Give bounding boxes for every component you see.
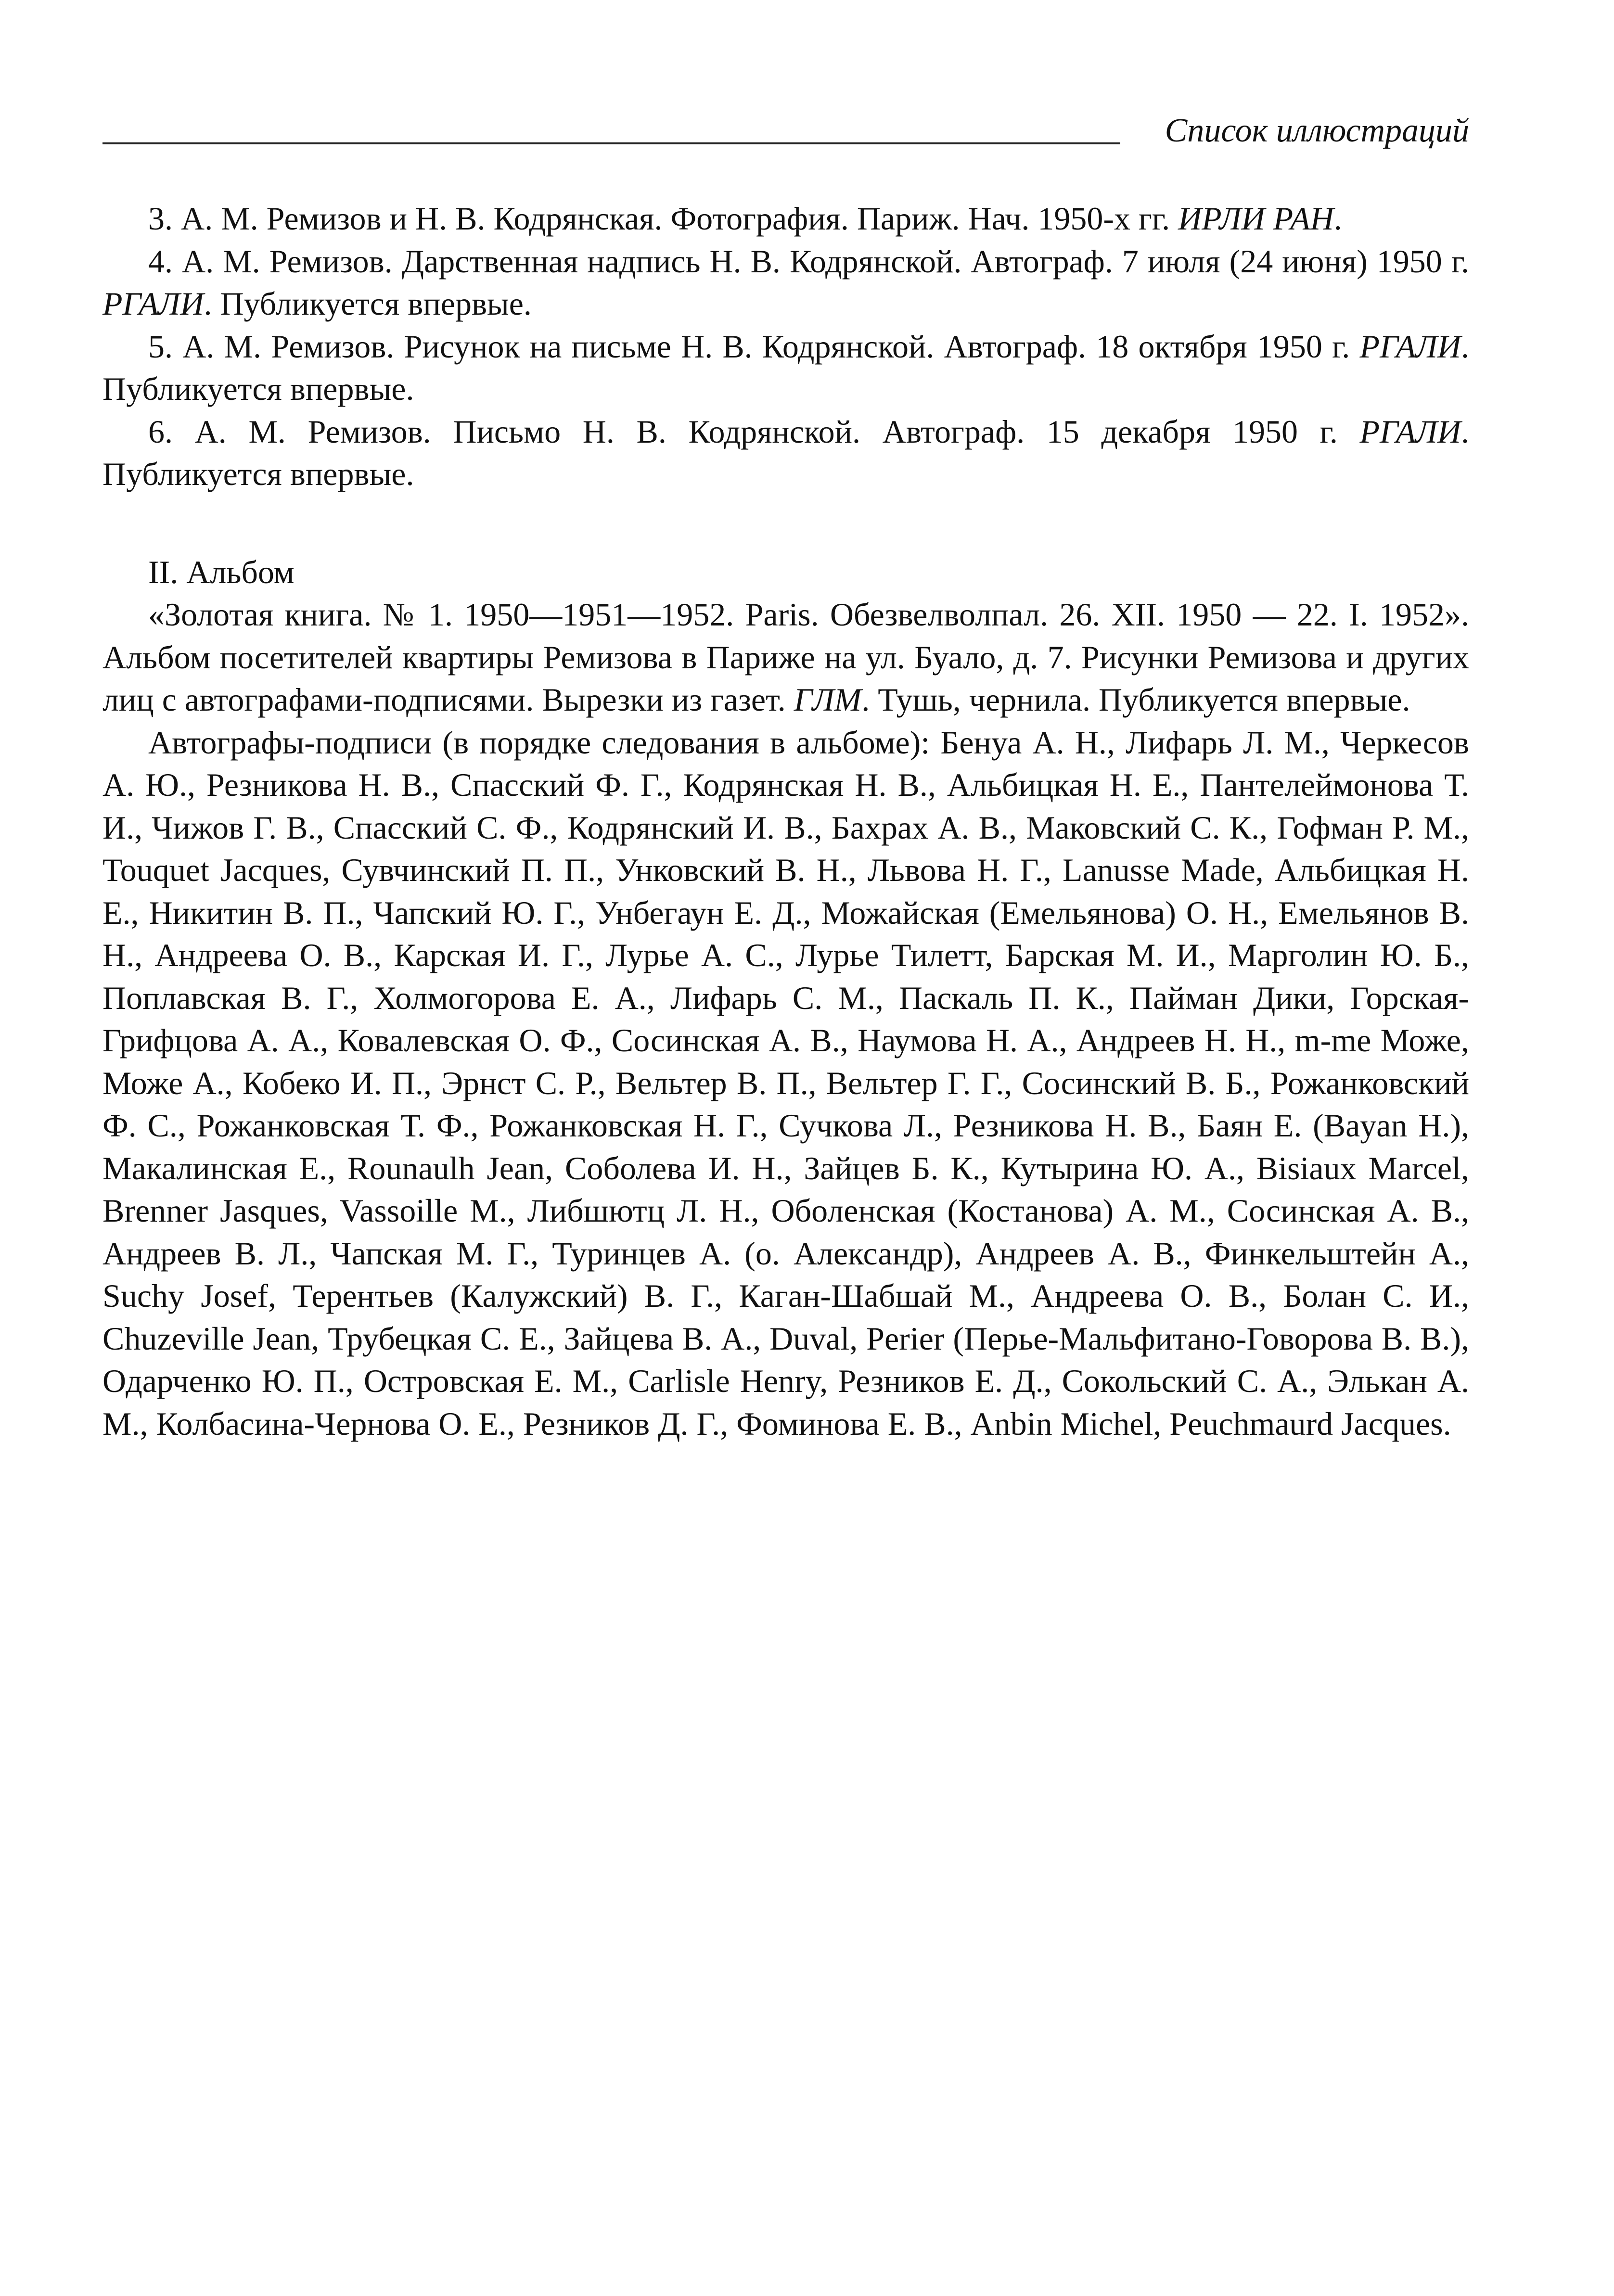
archive-abbreviation: РГАЛИ (1359, 413, 1461, 450)
section-heading: II. Альбом (148, 553, 295, 590)
item-text: 5. А. М. Ремизов. Рисунок на письме Н. В. Кодрянской. Автограф. 18 октября 1950 г. (148, 328, 1350, 365)
list-item (102, 197, 1469, 240)
archive-abbreviation: РГАЛИ (1359, 328, 1461, 365)
item-tail: . (1333, 200, 1342, 237)
running-head (102, 105, 1469, 153)
list-item (102, 240, 1469, 325)
list-item (102, 410, 1469, 496)
header-rule (102, 142, 1120, 144)
item-tail: . Публикуется впервые. (102, 413, 1469, 492)
section-gap (102, 496, 1469, 551)
album-text: «Золотая книга. № 1. 1950—1951—1952. Paris. Обезвелволпал. 26. XII. 1950 — 22. I. 1952». Альбом посетителей квартиры Ремизова в Париже на ул. Буало, д. 7. Рисунки Ремизова и других лиц с автографами-подписями. Вырезки из газет. (102, 596, 1469, 718)
archive-abbreviation: РГАЛИ (102, 285, 204, 322)
album-tail: . Тушь, чернила. Публикуется впервые. (861, 681, 1410, 718)
item-text: 3. А. М. Ремизов и Н. В. Кодрянская. Фотография. Париж. Нач. 1950-х гг. (148, 200, 1170, 237)
item-tail: . Публикуется впервые. (204, 285, 532, 322)
item-text: 6. А. М. Ремизов. Письмо Н. В. Кодрянской. Автограф. 15 декабря 1950 г. (148, 413, 1338, 450)
item-tail: . Публикуется впервые. (102, 328, 1469, 407)
item-text: 4. А. М. Ремизов. Дарственная надпись Н. В. Кодрянской. Автограф. 7 июля (24 июня) 1950 г. (148, 242, 1469, 280)
album-description (102, 593, 1469, 721)
illustration-list (102, 197, 1469, 1445)
archive-abbreviation: ГЛМ (794, 681, 862, 718)
running-title: Список иллюстраций (1165, 112, 1469, 149)
signatures-paragraph: Автографы-подписи (в порядке следования в альбоме): Бенуа А. Н., Лифарь Л. М., Черкесов А. Ю., Резникова Н. В., Спасский Ф. Г., Кодрянская Н. В., Альбицкая Н. Е., Пантелеймонова Т. И., Чижов Г. В., Спасский С. Ф., Кодрянский И. В., Бахрах А. В., Маковский С. К., Гофман Р. М., Touquet Jacques, Сувчинский П. П., Унковский В. Н., Львова Н. Г., Lanusse Made, Альбицкая Н. Е., Никитин В. П., Чапский Ю. Г., Унбегаун Е. Д., Можайская (Емельянова) О. Н., Емельянов В. Н., Андреева О. В., Карская И. Г., Лурье А. С., Лурье Тилетт, Барская М. И., Марголин Ю. Б., Поплавская В. Г., Холмогорова Е. А., Лифарь С. М., Паскаль П. К., Пайман Дики, Горская-Грифцова А. А., Ковалевская О. Ф., Сосинская А. В., Наумова Н. А., Андреев Н. Н., m-me Може, Може А., Кобеко И. П., Эрнст С. Р., Вельтер В. П., Вельтер Г. Г., Сосинский В. Б., Рожанковский Ф. С., Рожанковская Т. Ф., Рожанковская Н. Г., Сучкова Л., Резникова Н. В., Баян Е. (Bayan H.), Макалинская Е., Rounaulh Jean, Соболева И. Н., Зайцев Б. К., Кутырина Ю. А., Bisiaux Marcel, Brenner Jasques, Vassoille M., Либшютц Л. Н., Оболенская (Костанова) А. М., Сосинская А. В., Андреев В. Л., Чапская М. Г., Туринцев А. (о. Александр), Андреев А. В., Финкельштейн А., Suchy Josef, Терентьев (Калужский) В. Г., Каган-Шабшай М., Андреева О. В., Болан С. И., Chuzeville Jean, Трубецкая С. Е., Зайцева В. А., Duval, Perier (Перье-Мальфитано-Говорова В. В.), Одарченко Ю. П., Островская Е. М., Carlisle Henry, Резников Е. Д., Сокольский С. А., Элькан А. М., Колбасина-Чернова О. Е., Резников Д. Г., Фоминова Е. В., Anbin Michel, Peuchmaurd Jacques. (102, 724, 1469, 1442)
archive-abbreviation: ИРЛИ РАН (1178, 200, 1334, 237)
list-item (102, 325, 1469, 410)
